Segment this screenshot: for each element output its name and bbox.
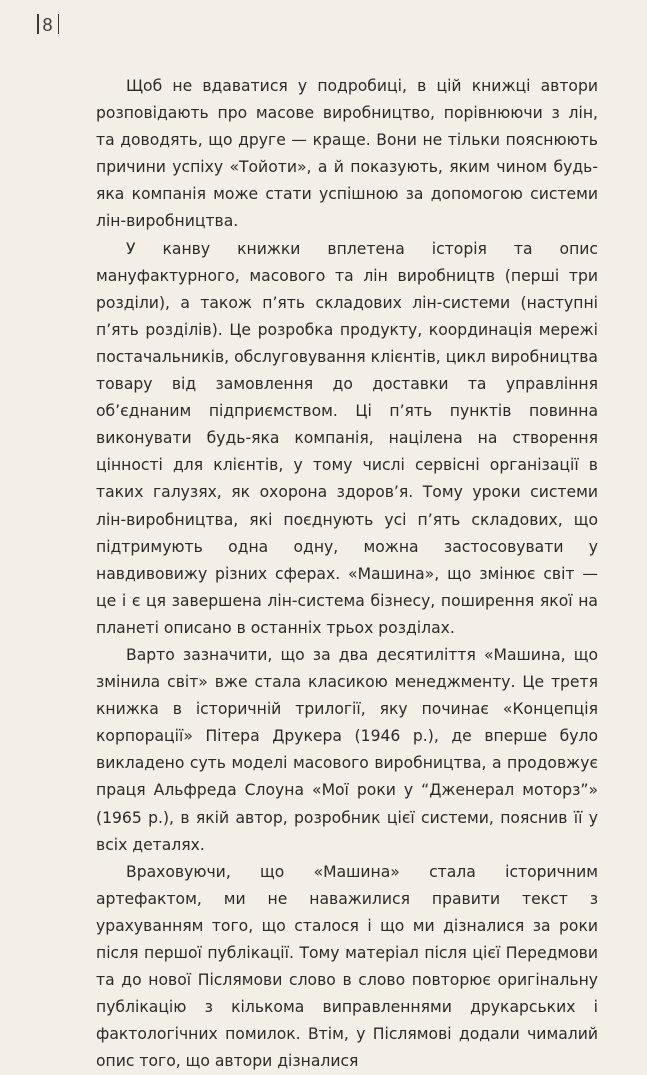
- paragraph: Враховуючи, що «Машина» стала історичним артефактом, ми не наважилися правити текст з урахуванням того, що сталося і що ми дізналися за роки після першої публікації. Тому матеріал після цієї Передмови та до нової Післямови слово в слово повторює оригінальну публікацію з кількома виправленнями друкарських і фактологічних помилок. Втім, у Післямові додали чималий опис того, що автори дізналися: [96, 862, 598, 1071]
- page-number: [33, 14, 63, 36]
- page-number-right-bar: [58, 14, 60, 34]
- paragraph: Варто зазначити, що за два десятиліття «Машина, що змінила світ» вже стала класикою менеджменту. Це третя книжка в історичній трилогії, яку починає «Концепція корпорації» Пітера Друкера (1946 р.), де вперше було викладено суть моделі масового виробництва, а продовжує праця Альфреда Слоуна «Мої роки у “Дженерал моторз”» (1965 р.), в якій автор, розробник цієї системи, пояснив її у всіх деталях.: [96, 645, 598, 854]
- page-number-left-bar: [37, 14, 39, 34]
- paragraph: У канву книжки вплетена історія та опис мануфактурного, масового та лін виробництв (перші три розділи), а також п’ять складових лін-системи (наступні п’ять розділів). Це розробка продукту, координація мережі постачальників, обслуговування клієнтів, цикл виробництва товару від замовлення до доставки та управління об’єднаним підприємством. Ці п’ять пунктів повинна виконувати будь-яка компанія, націлена на створення цінності для клієнтів, у тому числі сервісні організації в таких галузях, як охорона здоров’я. Тому уроки системи лін-виробництва, які поєднують усі п’ять складових, що підтримують одна одну, можна застосовувати у навдивовижу різних сферах. «Машина», що змінює світ — це і є ця завершена лін-система бізнесу, поширення якої на планеті описано в останніх трьох розділах.: [96, 239, 598, 637]
- body-text: [96, 73, 598, 1075]
- page-number-value: 8: [42, 15, 54, 35]
- paragraph: Щоб не вдаватися у подробиці, в цій книжці автори розповідають про масове виробництво, порівнюючи з лін, та доводять, що друге — краще. Вони не тільки пояснюють причини успіху «Тойоти», а й показують, яким чином будь-яка компанія може стати успішною за допомогою системи лін-виробництва.: [96, 77, 598, 231]
